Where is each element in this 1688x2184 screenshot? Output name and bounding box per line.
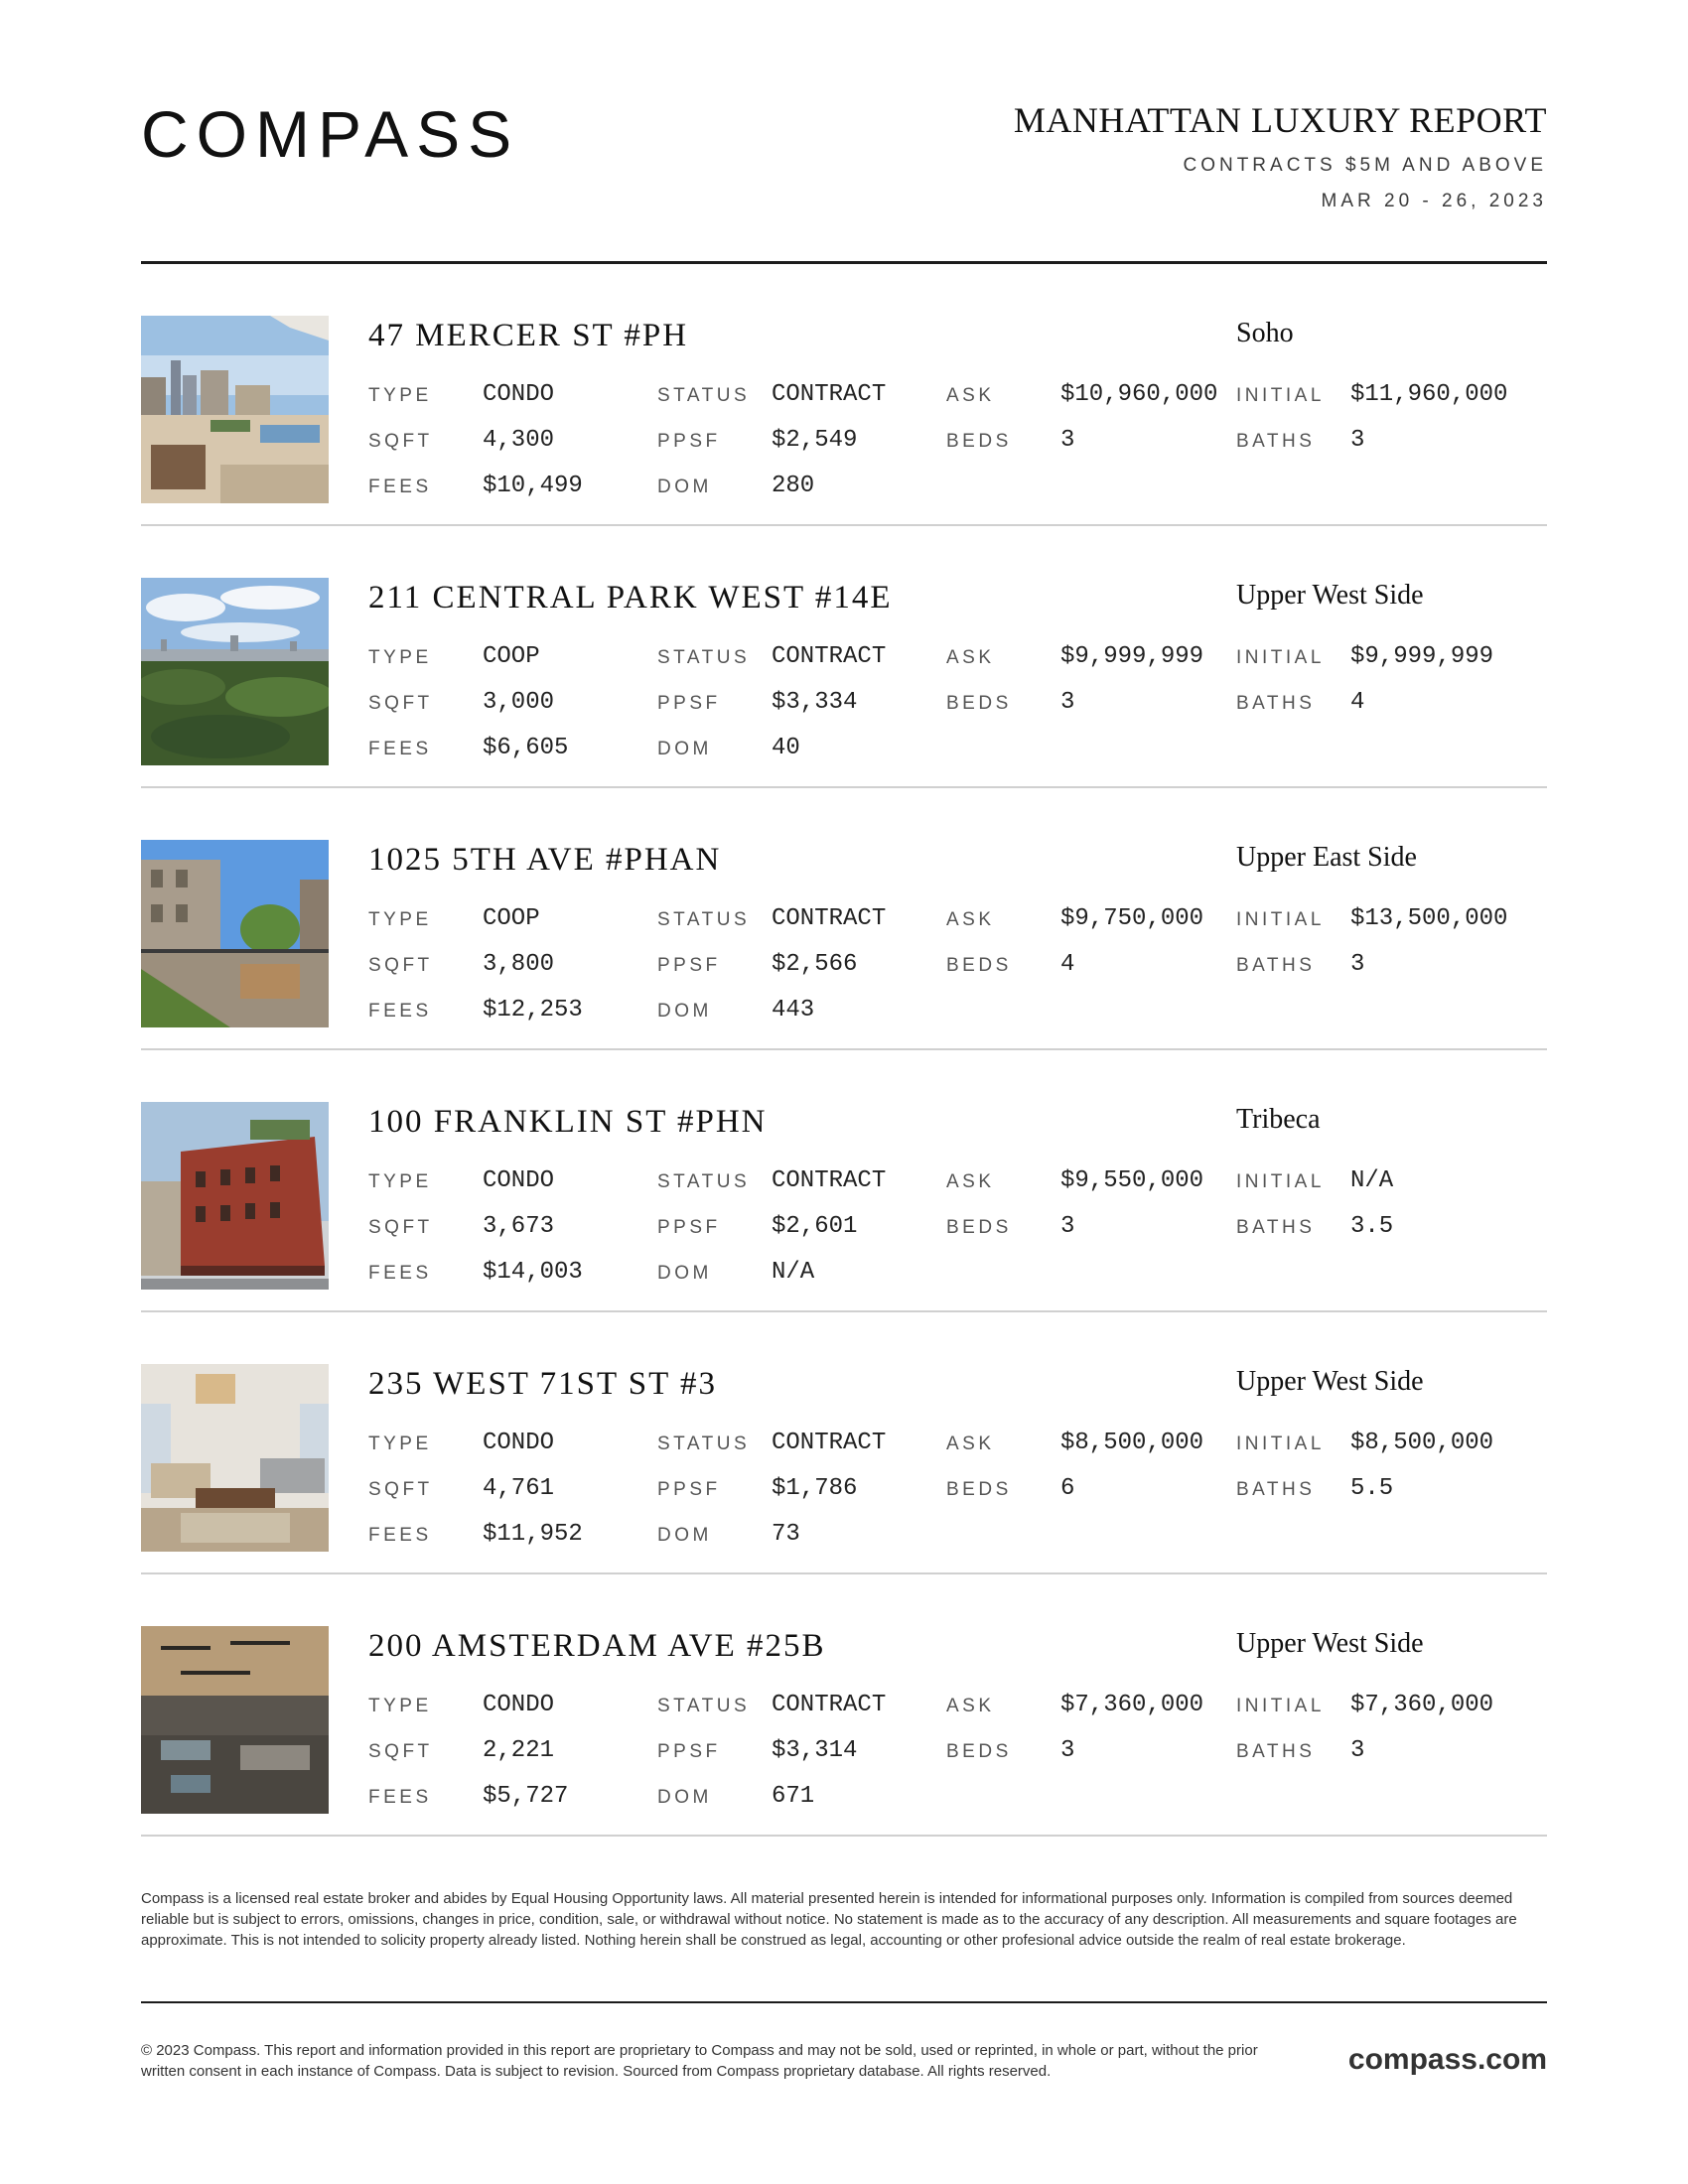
type-value: COOP bbox=[483, 643, 540, 670]
status-value: CONTRACT bbox=[772, 1430, 887, 1456]
brick-building-photo bbox=[141, 1102, 329, 1290]
beds-value: 3 bbox=[1060, 689, 1075, 716]
ask-label: ASK bbox=[946, 1433, 995, 1454]
listing-neighborhood: Upper West Side bbox=[1236, 1628, 1424, 1659]
listing-address: 1025 5TH AVE #PHAN bbox=[368, 842, 722, 878]
ask-value: $8,500,000 bbox=[1060, 1430, 1204, 1456]
ppsf-label: PPSF bbox=[657, 1479, 721, 1500]
sqft-value: 4,761 bbox=[483, 1475, 555, 1502]
listing-row bbox=[141, 788, 1547, 1050]
initial-value: $8,500,000 bbox=[1350, 1430, 1494, 1456]
baths-value: 3 bbox=[1350, 427, 1365, 454]
ppsf-label: PPSF bbox=[657, 1217, 721, 1238]
fees-label: FEES bbox=[368, 1263, 432, 1284]
initial-value: $9,999,999 bbox=[1350, 643, 1494, 670]
listings-list bbox=[141, 264, 1547, 1837]
dom-label: DOM bbox=[657, 1001, 712, 1022]
beds-label: BEDS bbox=[946, 693, 1012, 714]
dom-value: 73 bbox=[772, 1521, 800, 1548]
fitness-center-photo bbox=[141, 1626, 329, 1814]
dom-value: 671 bbox=[772, 1783, 815, 1810]
ask-value: $9,999,999 bbox=[1060, 643, 1204, 670]
status-label: STATUS bbox=[657, 1171, 751, 1192]
listing-neighborhood: Upper West Side bbox=[1236, 580, 1424, 611]
ppsf-value: $1,786 bbox=[772, 1475, 858, 1502]
ask-label: ASK bbox=[946, 1171, 995, 1192]
status-label: STATUS bbox=[657, 909, 751, 930]
dom-value: 280 bbox=[772, 473, 815, 499]
logo-wordmark: COMPASS bbox=[141, 97, 520, 171]
beds-label: BEDS bbox=[946, 955, 1012, 976]
ppsf-value: $2,601 bbox=[772, 1213, 858, 1240]
copyright-notice: © 2023 Compass. This report and information provided in this report are proprietary to Compass and may not be sold, used or reprinted, in whole or part, without the prior written consent in each instance of Compass. Data is subject to revision. Sourced from Compass proprietary database. All rights reserved. bbox=[141, 2042, 1258, 2080]
initial-label: INITIAL bbox=[1236, 647, 1325, 668]
baths-value: 5.5 bbox=[1350, 1475, 1394, 1502]
ppsf-label: PPSF bbox=[657, 693, 721, 714]
listing-address: 47 MERCER ST #PH bbox=[368, 318, 689, 353]
listing-row bbox=[141, 264, 1547, 526]
ask-value: $10,960,000 bbox=[1060, 381, 1218, 408]
initial-value: N/A bbox=[1350, 1167, 1394, 1194]
beds-label: BEDS bbox=[946, 1217, 1012, 1238]
initial-label: INITIAL bbox=[1236, 1171, 1325, 1192]
type-label: TYPE bbox=[368, 1171, 432, 1192]
type-label: TYPE bbox=[368, 647, 432, 668]
initial-label: INITIAL bbox=[1236, 1696, 1325, 1716]
sqft-label: SQFT bbox=[368, 693, 433, 714]
ppsf-label: PPSF bbox=[657, 1741, 721, 1762]
fees-label: FEES bbox=[368, 739, 432, 759]
baths-label: BATHS bbox=[1236, 431, 1316, 452]
listing-address: 211 CENTRAL PARK WEST #14E bbox=[368, 580, 893, 615]
dom-value: N/A bbox=[772, 1259, 815, 1286]
fees-label: FEES bbox=[368, 1787, 432, 1808]
status-value: CONTRACT bbox=[772, 905, 887, 932]
status-value: CONTRACT bbox=[772, 1167, 887, 1194]
ppsf-value: $2,566 bbox=[772, 951, 858, 978]
baths-value: 3 bbox=[1350, 1737, 1365, 1764]
rooftop-terrace-photo bbox=[141, 316, 329, 503]
ask-value: $9,550,000 bbox=[1060, 1167, 1204, 1194]
baths-label: BATHS bbox=[1236, 1741, 1316, 1762]
initial-label: INITIAL bbox=[1236, 1433, 1325, 1454]
status-label: STATUS bbox=[657, 1696, 751, 1716]
dom-value: 443 bbox=[772, 997, 815, 1024]
dom-label: DOM bbox=[657, 1263, 712, 1284]
status-value: CONTRACT bbox=[772, 1692, 887, 1718]
sqft-label: SQFT bbox=[368, 1479, 433, 1500]
beds-label: BEDS bbox=[946, 431, 1012, 452]
fees-label: FEES bbox=[368, 1001, 432, 1022]
compass-logo bbox=[141, 95, 568, 173]
listing-row bbox=[141, 1574, 1547, 1837]
listing-address: 100 FRANKLIN ST #PHN bbox=[368, 1104, 768, 1140]
ask-label: ASK bbox=[946, 1696, 995, 1716]
listing-address: 200 AMSTERDAM AVE #25B bbox=[368, 1628, 826, 1664]
type-label: TYPE bbox=[368, 1696, 432, 1716]
ppsf-label: PPSF bbox=[657, 431, 721, 452]
type-label: TYPE bbox=[368, 385, 432, 406]
baths-value: 3 bbox=[1350, 951, 1365, 978]
website-link[interactable]: compass.com bbox=[1347, 2043, 1547, 2076]
ask-value: $7,360,000 bbox=[1060, 1692, 1204, 1718]
ask-label: ASK bbox=[946, 647, 995, 668]
footer-divider bbox=[141, 2001, 1547, 2003]
ppsf-value: $2,549 bbox=[772, 427, 858, 454]
ppsf-value: $3,334 bbox=[772, 689, 858, 716]
baths-label: BATHS bbox=[1236, 693, 1316, 714]
status-label: STATUS bbox=[657, 1433, 751, 1454]
status-label: STATUS bbox=[657, 647, 751, 668]
status-label: STATUS bbox=[657, 385, 751, 406]
report-subtitle: CONTRACTS $5M AND ABOVE bbox=[1183, 155, 1547, 176]
sqft-label: SQFT bbox=[368, 1741, 433, 1762]
fees-value: $5,727 bbox=[483, 1783, 569, 1810]
fees-label: FEES bbox=[368, 1525, 432, 1546]
report-page bbox=[141, 0, 1547, 2184]
initial-value: $13,500,000 bbox=[1350, 905, 1508, 932]
listing-address: 235 WEST 71ST ST #3 bbox=[368, 1366, 717, 1402]
dom-label: DOM bbox=[657, 1525, 712, 1546]
listing-neighborhood: Upper West Side bbox=[1236, 1366, 1424, 1397]
baths-label: BATHS bbox=[1236, 1217, 1316, 1238]
dom-label: DOM bbox=[657, 477, 712, 497]
report-header bbox=[141, 0, 1547, 264]
initial-label: INITIAL bbox=[1236, 385, 1325, 406]
report-title: MANHATTAN LUXURY REPORT bbox=[1013, 100, 1547, 140]
baths-value: 3.5 bbox=[1350, 1213, 1394, 1240]
ppsf-value: $3,314 bbox=[772, 1737, 858, 1764]
status-value: CONTRACT bbox=[772, 643, 887, 670]
fees-value: $6,605 bbox=[483, 735, 569, 761]
type-value: CONDO bbox=[483, 1692, 555, 1718]
sqft-label: SQFT bbox=[368, 1217, 433, 1238]
sqft-value: 4,300 bbox=[483, 427, 555, 454]
initial-value: $7,360,000 bbox=[1350, 1692, 1494, 1718]
type-value: CONDO bbox=[483, 1167, 555, 1194]
terrace-garden-photo bbox=[141, 840, 329, 1027]
fees-value: $14,003 bbox=[483, 1259, 583, 1286]
listing-neighborhood: Upper East Side bbox=[1236, 842, 1417, 873]
beds-value: 3 bbox=[1060, 1213, 1075, 1240]
listing-row bbox=[141, 1312, 1547, 1574]
ppsf-label: PPSF bbox=[657, 955, 721, 976]
baths-label: BATHS bbox=[1236, 1479, 1316, 1500]
listing-row bbox=[141, 526, 1547, 788]
beds-value: 4 bbox=[1060, 951, 1075, 978]
fees-label: FEES bbox=[368, 477, 432, 497]
initial-value: $11,960,000 bbox=[1350, 381, 1508, 408]
sqft-value: 3,800 bbox=[483, 951, 555, 978]
type-label: TYPE bbox=[368, 1433, 432, 1454]
ask-label: ASK bbox=[946, 385, 995, 406]
ask-value: $9,750,000 bbox=[1060, 905, 1204, 932]
legal-disclaimer: Compass is a licensed real estate broker and abides by Equal Housing Opportunity laws. All material presented herein is intended for informational purposes only. Information is compiled from sources deemed reliable but is subject to errors, omissions, changes in price, condition, sale, or withdrawal without notice. No statement is made as to the accuracy of any description. All measurements and square footages are approximate. This is not intended to solicity property already listed. Nothing herein shall be construed as legal, accounting or other profesional advice outside the realm of real estate brokerage. bbox=[141, 1890, 1517, 1949]
listing-neighborhood: Soho bbox=[1236, 318, 1294, 348]
beds-label: BEDS bbox=[946, 1479, 1012, 1500]
dom-value: 40 bbox=[772, 735, 800, 761]
baths-value: 4 bbox=[1350, 689, 1365, 716]
type-value: COOP bbox=[483, 905, 540, 932]
sqft-label: SQFT bbox=[368, 955, 433, 976]
sqft-value: 3,673 bbox=[483, 1213, 555, 1240]
initial-label: INITIAL bbox=[1236, 909, 1325, 930]
sqft-label: SQFT bbox=[368, 431, 433, 452]
fees-value: $10,499 bbox=[483, 473, 583, 499]
sqft-value: 3,000 bbox=[483, 689, 555, 716]
status-value: CONTRACT bbox=[772, 381, 887, 408]
listing-row bbox=[141, 1050, 1547, 1312]
ask-label: ASK bbox=[946, 909, 995, 930]
living-room-photo bbox=[141, 1364, 329, 1552]
central-park-view-photo bbox=[141, 578, 329, 765]
sqft-value: 2,221 bbox=[483, 1737, 555, 1764]
dom-label: DOM bbox=[657, 1787, 712, 1808]
beds-value: 6 bbox=[1060, 1475, 1075, 1502]
beds-value: 3 bbox=[1060, 1737, 1075, 1764]
type-value: CONDO bbox=[483, 381, 555, 408]
fees-value: $12,253 bbox=[483, 997, 583, 1024]
report-date-range: MAR 20 - 26, 2023 bbox=[1321, 191, 1547, 211]
listing-neighborhood: Tribeca bbox=[1236, 1104, 1321, 1135]
dom-label: DOM bbox=[657, 739, 712, 759]
beds-label: BEDS bbox=[946, 1741, 1012, 1762]
fees-value: $11,952 bbox=[483, 1521, 583, 1548]
baths-label: BATHS bbox=[1236, 955, 1316, 976]
beds-value: 3 bbox=[1060, 427, 1075, 454]
type-value: CONDO bbox=[483, 1430, 555, 1456]
type-label: TYPE bbox=[368, 909, 432, 930]
